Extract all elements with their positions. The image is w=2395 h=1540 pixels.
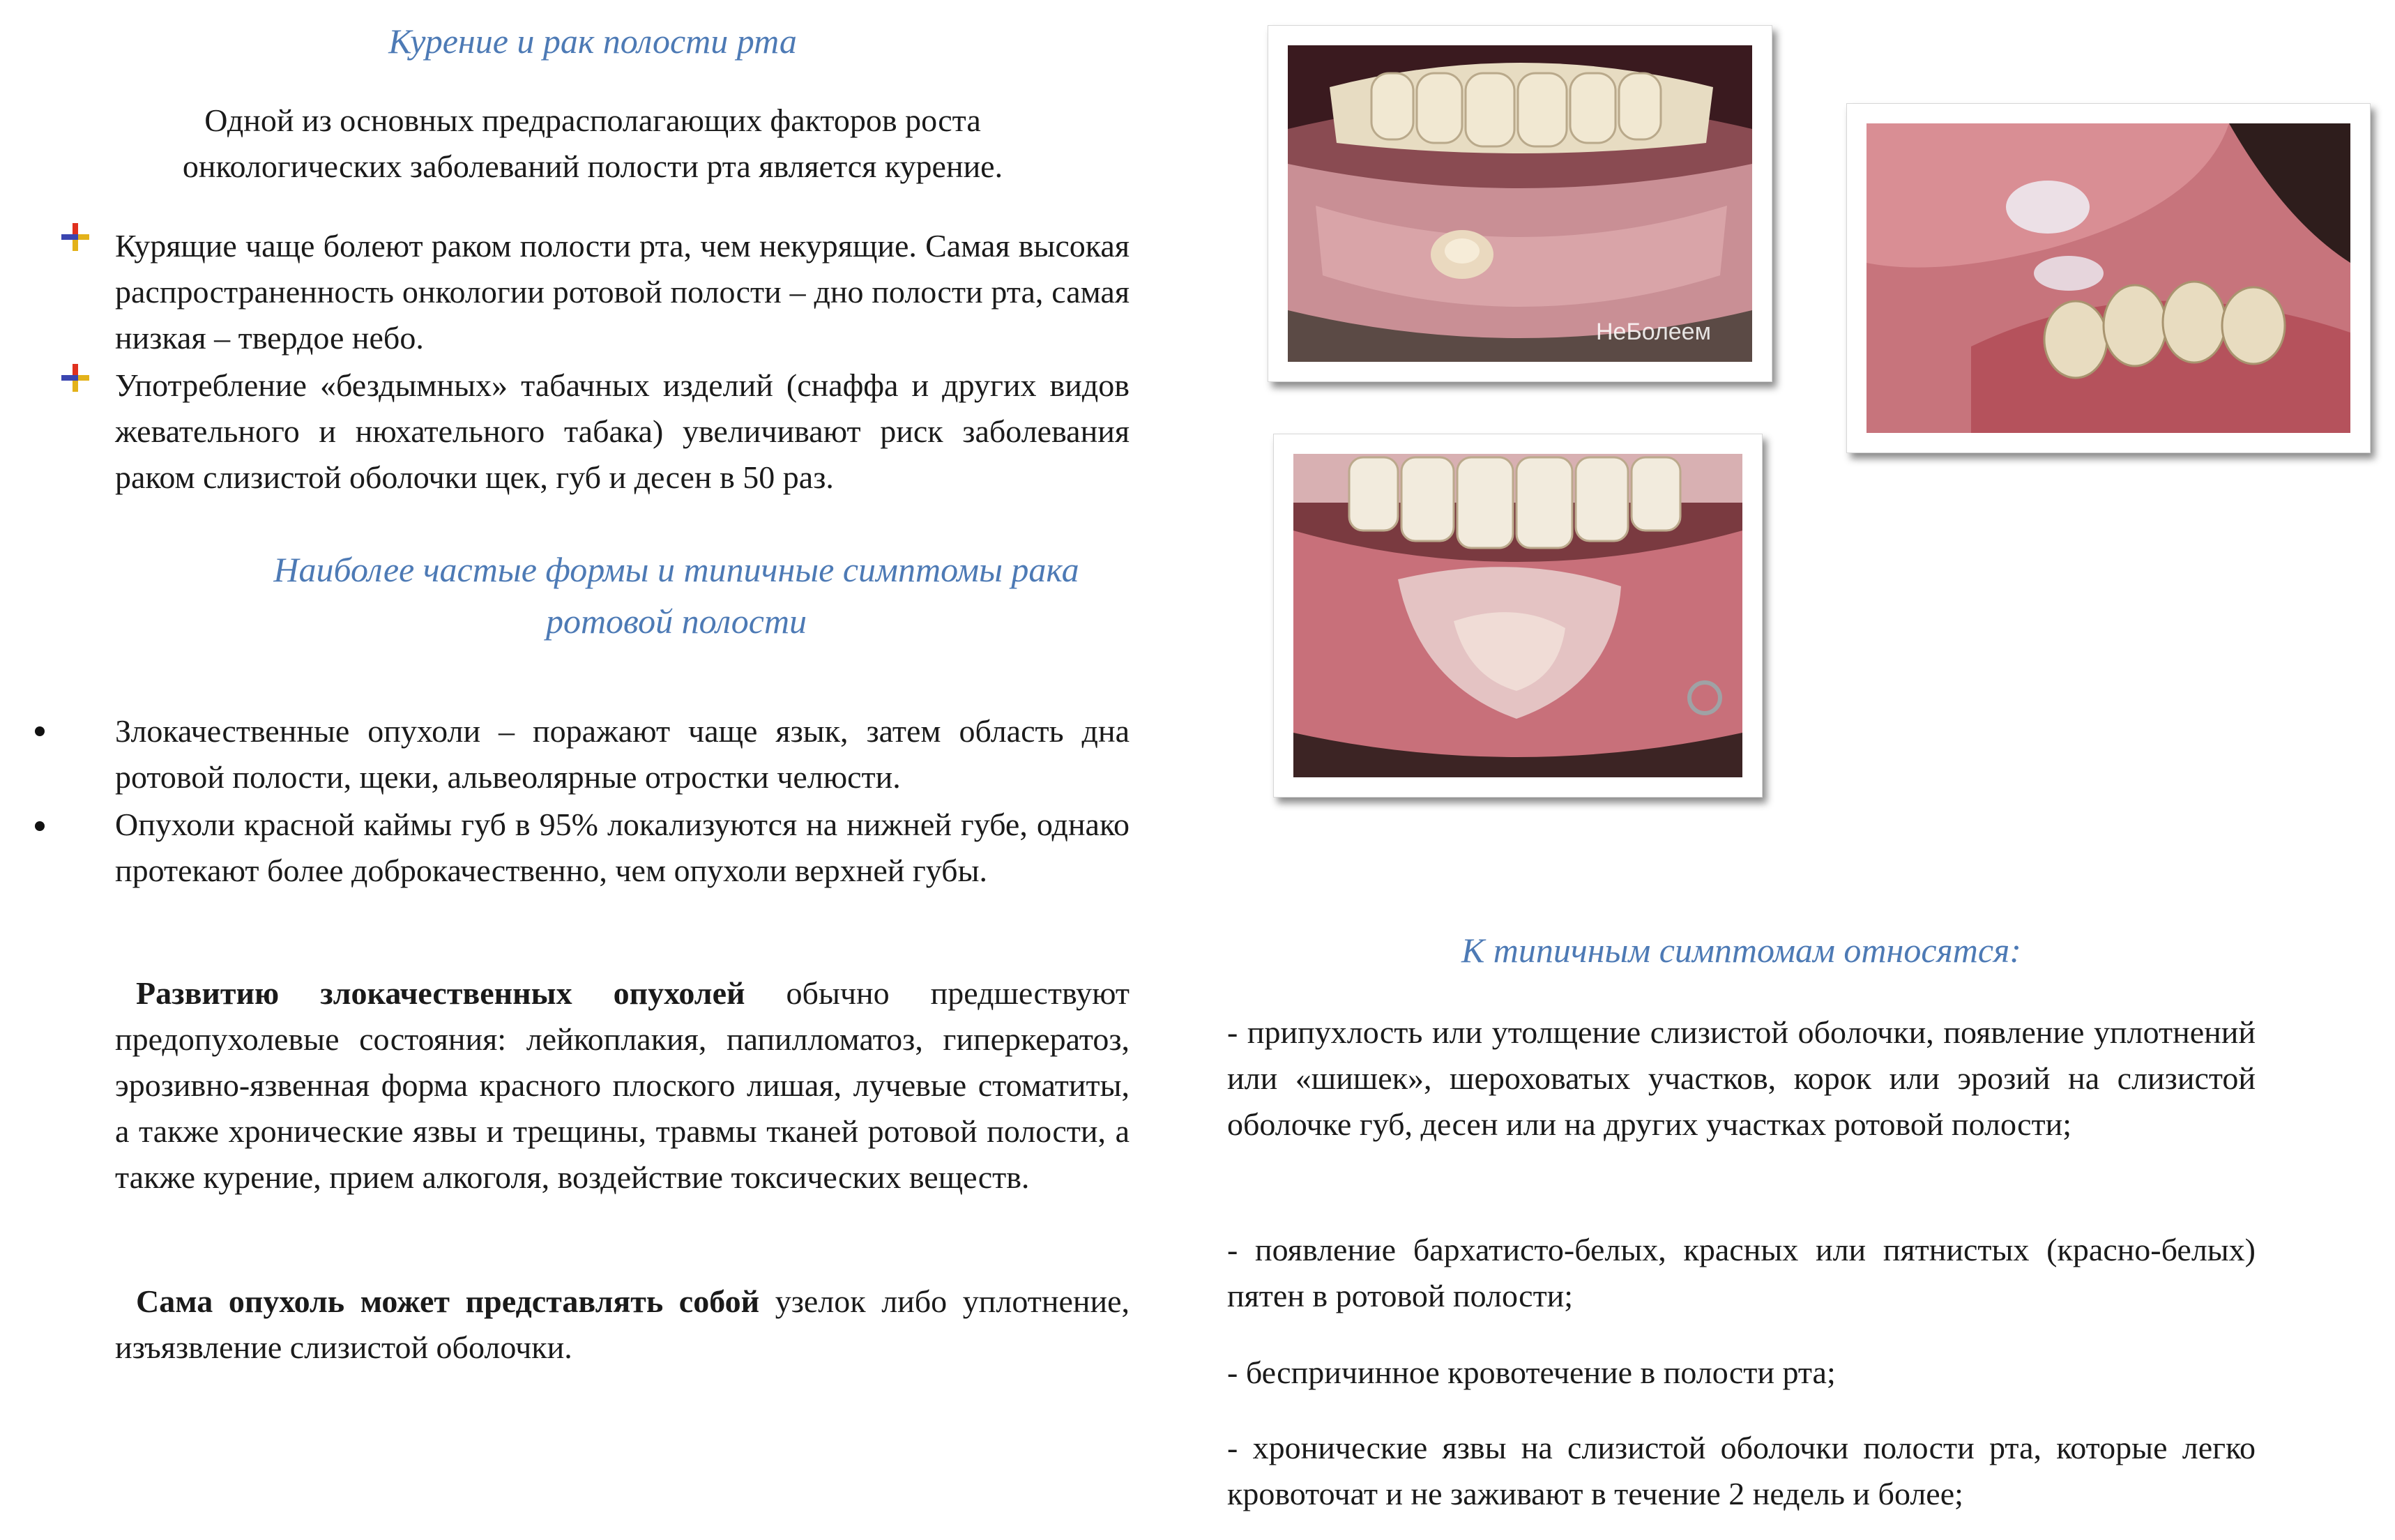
photo-lower-lip-lesion — [1268, 25, 1772, 382]
four-color-plus-marker-icon — [60, 222, 91, 252]
precancer-text: обычно предшествуют предопухолевые состояния: лейкоплакия, папилломатоз, гиперкератоз, эрозивно-язвенная форма красного плоского лишая, лучевые стоматиты, а также хронические язвы и трещины, травмы тканей ротовой полости, а также курение, прием алкоголя, воздействие токсических веществ. — [115, 975, 1130, 1195]
black-dot-bullet-icon — [35, 821, 45, 831]
forms-point: Злокачественные опухоли – поражают чаще язык, затем область дна ротовой полости, щеки, альвеолярные отростки челюсти. — [115, 713, 1130, 795]
smoking-point: Употребление «бездымных» табачных изделий (снаффа и других видов жевательного и нюхательного табака) увеличивают риск заболевания раком слизистой оболочки щек, губ и десен в 50 раз. — [115, 367, 1130, 495]
tumor-lead: Сама опухоль может представлять собой — [136, 1283, 760, 1319]
symptom-item: - беспричинное кровотечение в полости рта; — [1227, 1355, 1836, 1390]
intro-paragraph: Одной из основных предрасполагающих факторов роста онкологических заболеваний полости рта является курение. — [182, 102, 1003, 184]
precancer-lead: Развитию злокачественных опухолей — [136, 975, 745, 1011]
symptom-item: - хронические язвы на слизистой оболочки полости рта, которые легко кровоточат и не заживают в течение 2 недель и более; — [1227, 1430, 2256, 1511]
photo-buccal-lesion — [1846, 103, 2371, 453]
black-dot-bullet-icon — [35, 726, 45, 736]
tumor-paragraph — [115, 1279, 1130, 1371]
section-title-forms: Наиболее частые формы и типичные симптомы рака ротовой полости — [273, 550, 1079, 641]
symptom-item: - появление бархатисто-белых, красных или пятнистых (красно-белых) пятен в ротовой полости; — [1227, 1232, 2256, 1313]
lower-gum-tumor-image — [1293, 454, 1742, 777]
precancer-paragraph — [115, 970, 1130, 1200]
photo-watermark: НеБолеем — [1596, 319, 1711, 345]
four-color-plus-marker-icon — [60, 363, 91, 393]
tumor-text: узелок либо уплотнение, изъязвление слизистой оболочки. — [115, 1283, 1130, 1365]
section-title-symptoms: К типичным симптомам относятся: — [1461, 931, 2021, 970]
smoking-point: Курящие чаще болеют раком полости рта, чем некурящие. Самая высокая распространенность онкологии ротовой полости – дно полости рта, самая низкая – твердое небо. — [115, 228, 1130, 356]
symptom-item: - припухлость или утолщение слизистой оболочки, появление уплотнений или «шишек», шероховатых участков, корок или эрозий на слизистой оболочке губ, десен или на других участках ротовой полости; — [1227, 1014, 2256, 1142]
forms-point: Опухоли красной каймы губ в 95% локализуются на нижней губе, однако протекают более доброкачественно, чем опухоли верхней губы. — [115, 807, 1130, 888]
lower-lip-nodule-image — [1288, 45, 1752, 362]
buccal-mucosa-white-patch-image — [1866, 123, 2350, 433]
section-title-smoking: Курение и рак полости рта — [388, 22, 797, 61]
photo-gum-tumor — [1273, 434, 1763, 798]
